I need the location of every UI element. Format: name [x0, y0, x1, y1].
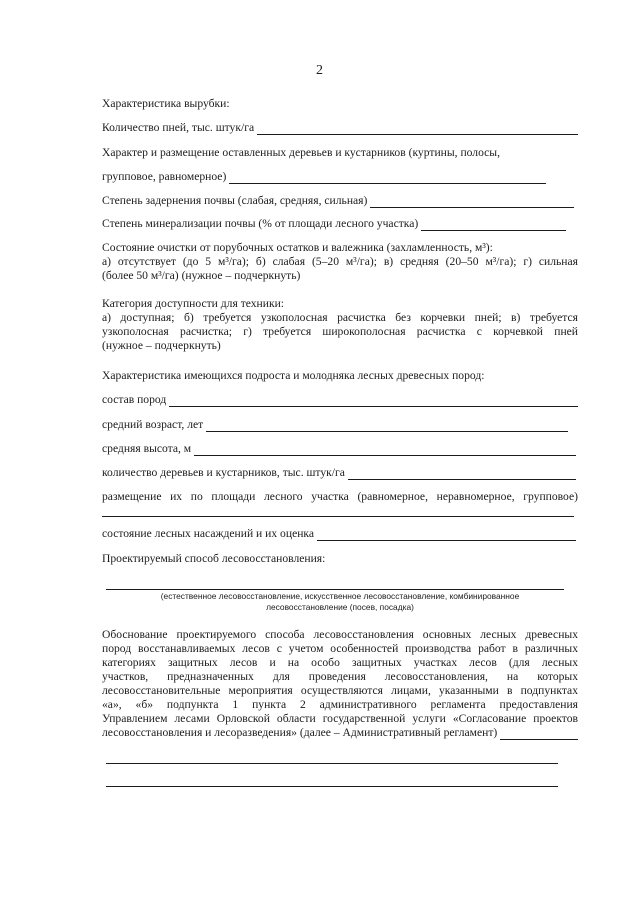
placement-paragraph — [102, 490, 578, 504]
justification-line2: пород восстанавливаемых лесов с учетом особенностей производства работ в различных — [102, 642, 578, 655]
undergrowth-heading: Характеристика имеющихся подроста и молодняка лесных древесных пород: — [102, 369, 485, 382]
clearing-line1: Состояние очистки от порубочных остатков и валежника (захламленность, м³): — [102, 241, 493, 254]
answer-line-1[interactable] — [106, 763, 558, 764]
sodding-label: Степень задернения почвы (слабая, средняя, сильная) — [102, 194, 368, 207]
condition-field — [102, 527, 576, 541]
justification-line1: Обоснование проектируемого способа лесовосстановления основных лесных древесных — [102, 628, 578, 641]
age-blank[interactable] — [206, 420, 568, 432]
stumps-blank[interactable] — [257, 123, 578, 135]
composition-field — [102, 393, 578, 407]
count-label: количество деревьев и кустарников, тыс. штук/га — [102, 466, 345, 479]
height-blank[interactable] — [194, 444, 576, 456]
access-line1: Категория доступности для техники: — [102, 297, 285, 310]
count-blank[interactable] — [348, 468, 576, 480]
cutting-heading: Характеристика вырубки: — [102, 97, 230, 110]
clearing-line3: (более 50 м³/га) (нужное – подчеркнуть) — [102, 269, 301, 282]
justification-line8: лесовосстановления и лесоразведения» (далее – Административный регламент) — [102, 726, 498, 739]
method-blank[interactable] — [106, 589, 564, 590]
justification-line7: Управлением лесами Орловской области государственной услуги «Согласование проектов — [102, 712, 578, 725]
stumps-label: Количество пней, тыс. штук/га — [102, 121, 255, 134]
clearing-line2: а) отсутствует (до 5 м³/га); б) слабая (5–20 м³/га); в) средняя (20–50 м³/га); г) сильная — [102, 255, 578, 268]
mineralization-blank[interactable] — [421, 219, 566, 231]
placement-label: размещение их по площади лесного участка (равномерное, неравномерное, групповое) — [102, 490, 578, 503]
access-line3: узкополосная расчистка; г) требуется широкополосная расчистка с корчевкой пней — [102, 325, 578, 338]
justification-line6: «а», «б» подпункта 1 пункта 2 административного регламента предоставления — [102, 698, 578, 711]
sodding-blank[interactable] — [370, 196, 574, 208]
trees-label-line2: групповое, равномерное) — [102, 170, 227, 183]
trees-blank[interactable] — [229, 172, 546, 184]
access-paragraph — [102, 297, 578, 353]
height-field — [102, 442, 576, 456]
access-line4: (нужное – подчеркнуть) — [102, 339, 221, 352]
justification-paragraph — [102, 628, 578, 726]
count-field — [102, 466, 576, 480]
sodding-field — [102, 194, 574, 208]
age-field — [102, 418, 568, 432]
justification-blank[interactable] — [500, 728, 578, 740]
mineralization-field — [102, 217, 566, 231]
trees-field — [102, 170, 546, 184]
composition-blank[interactable] — [169, 395, 578, 407]
condition-blank[interactable] — [317, 529, 576, 541]
placement-blank[interactable] — [102, 516, 574, 517]
trees-label-line1: Характер и размещение оставленных деревьев и кустарников (куртины, полосы, — [102, 146, 500, 159]
access-line2: а) доступная; б) требуется узкополосная расчистка без корчевки пней; в) требуется — [102, 311, 578, 324]
answer-line-2[interactable] — [106, 786, 558, 787]
method-note — [102, 591, 578, 613]
stumps-field — [102, 121, 578, 135]
height-label: средняя высота, м — [102, 442, 192, 455]
clearing-paragraph — [102, 241, 578, 283]
justification-tail — [102, 726, 578, 740]
justification-line4: участков, предназначенных для проведения лесовосстановления, на которых — [102, 670, 578, 683]
method-note-line1: (естественное лесовосстановление, искусственное лесовосстановление, комбинированное — [160, 591, 520, 601]
method-note-line2: лесовосстановление (посев, посадка) — [266, 602, 414, 612]
method-heading: Проектируемый способ лесовосстановления: — [102, 552, 326, 565]
justification-line5: лесовосстановительные мероприятия осуществляются лицами, указанными в подпунктах — [102, 684, 578, 697]
mineralization-label: Степень минерализации почвы (% от площади лесного участка) — [102, 217, 419, 230]
age-label: средний возраст, лет — [102, 418, 204, 431]
condition-label: состояние лесных насаждений и их оценка — [102, 527, 315, 540]
justification-line3: категориях защитных лесов и на особо защитных участках лесов (для лесных — [102, 656, 578, 669]
composition-label: состав пород — [102, 393, 167, 406]
page-number: 2 — [316, 63, 323, 78]
